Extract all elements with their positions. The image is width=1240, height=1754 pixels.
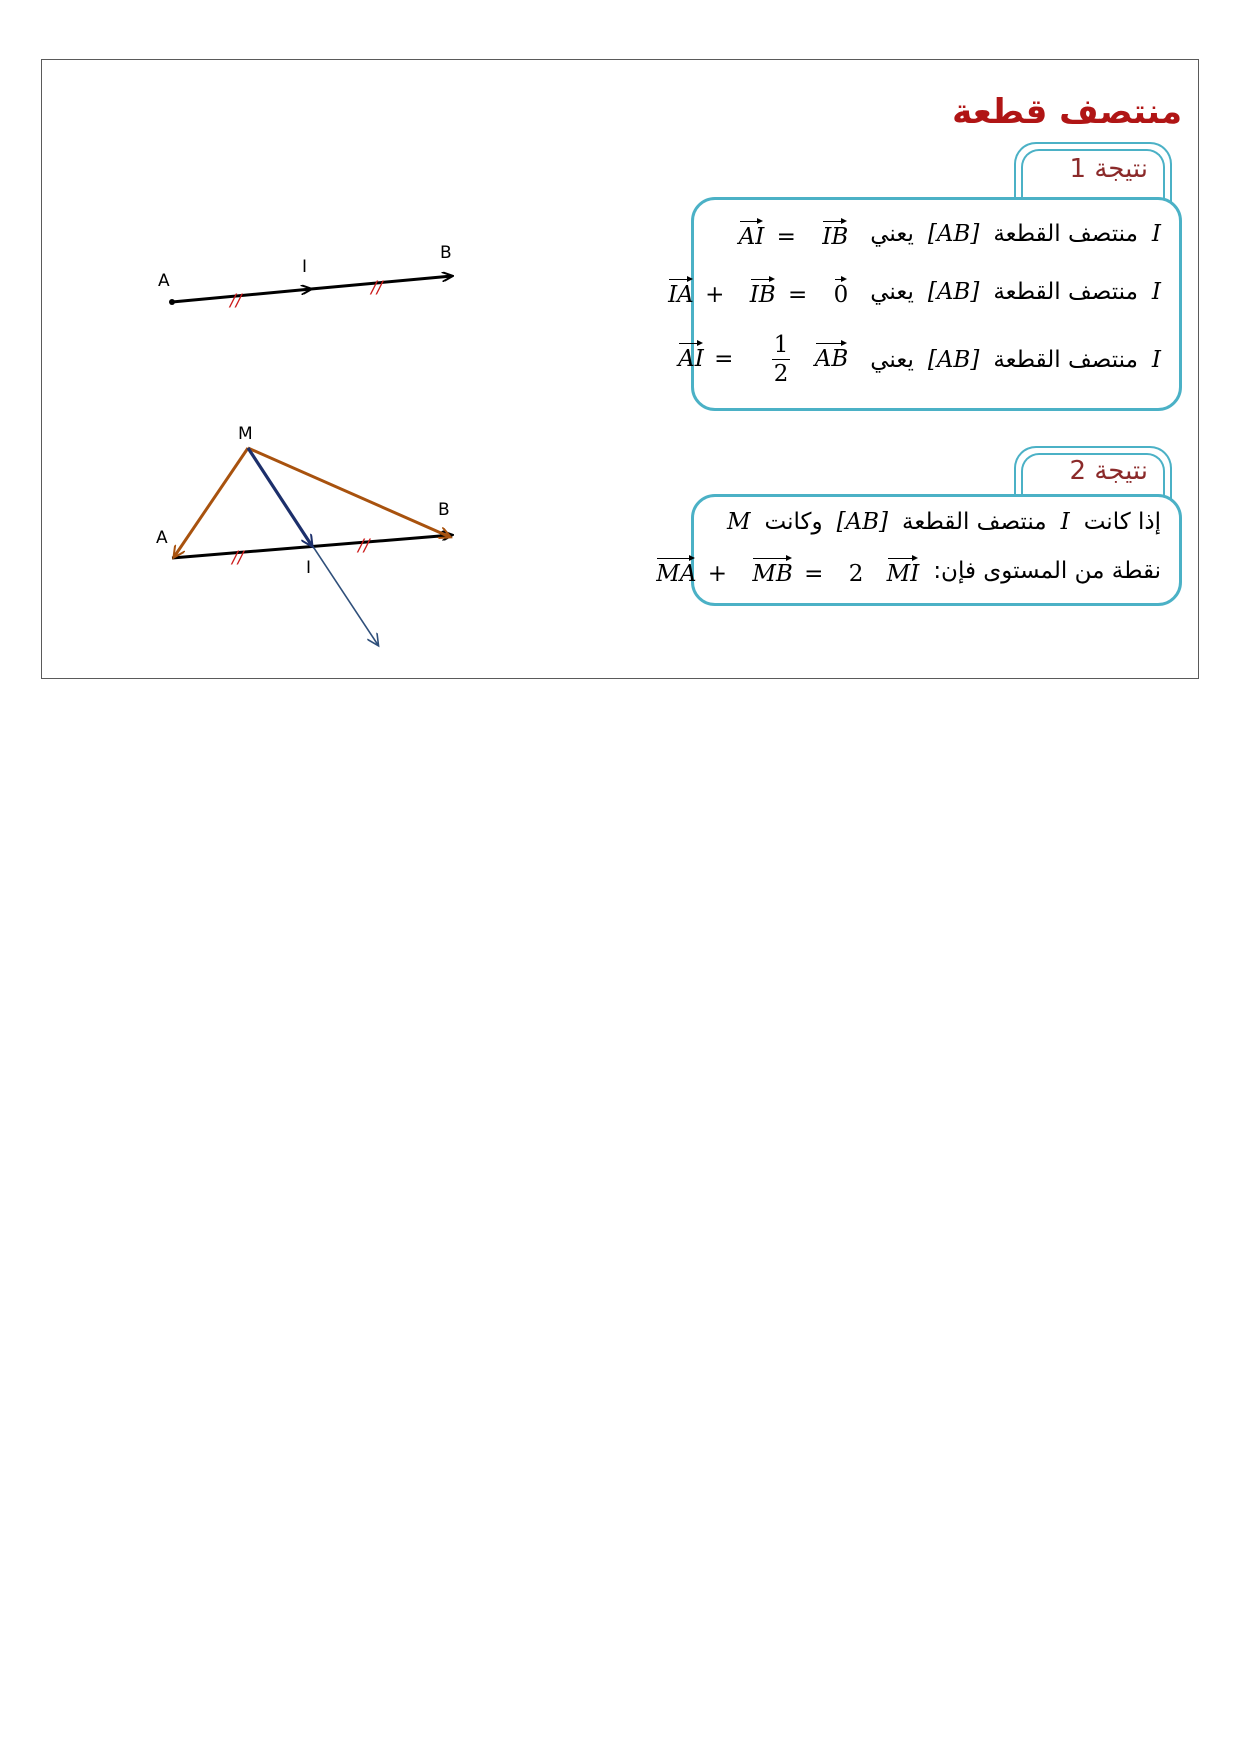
point-label: I: [1151, 347, 1161, 373]
means-text: يعني: [870, 279, 914, 305]
result1-tab: [1014, 142, 1172, 202]
result2-box: [656, 494, 1182, 606]
midpoint-text: منتصف القطعة: [993, 279, 1138, 305]
fraction-denominator: 2: [773, 361, 789, 387]
segment-label: [AB]: [836, 509, 889, 535]
vector-ia: IA: [668, 276, 694, 308]
means-text: يعني: [870, 221, 914, 247]
result2-label: نتيجة 2: [1069, 456, 1148, 486]
label-a: A: [158, 271, 170, 291]
if-text: إذا كانت: [1083, 509, 1161, 535]
coefficient: 2: [848, 561, 864, 587]
zero-vector: 0: [834, 276, 849, 308]
fraction-one-half: [758, 334, 791, 386]
means-text: يعني: [870, 347, 914, 373]
vector-ai: AI: [739, 218, 765, 250]
label-m: M: [238, 424, 253, 444]
tick-mark-right: //: [371, 278, 383, 298]
equals-sign: =: [804, 561, 824, 587]
point-label: I: [1151, 221, 1161, 247]
vector-mb: MB: [752, 555, 792, 587]
label-a: A: [156, 528, 168, 548]
label-b: B: [440, 243, 452, 263]
label-b: B: [438, 500, 450, 520]
segment-label: [AB]: [927, 221, 980, 247]
figure-2-triangle: [140, 415, 480, 655]
vector-ab: AB: [815, 340, 849, 372]
vector-ib: IB: [822, 218, 848, 250]
equals-sign: =: [714, 346, 734, 372]
point-label: I: [1151, 279, 1161, 305]
tick-mark-right: //: [358, 536, 370, 556]
and-text: وكانت: [764, 509, 823, 535]
result1-box: [668, 197, 1182, 411]
equals-sign: =: [776, 224, 796, 250]
midpoint-text: منتصف القطعة: [993, 347, 1138, 373]
vector-ma-arrow: [174, 448, 248, 557]
result2-tab: [1014, 446, 1172, 499]
result1-label: نتيجة 1: [1069, 154, 1148, 184]
page-title: منتصف قطعة: [952, 92, 1182, 132]
fraction-numerator: 1: [773, 332, 789, 358]
formula-1: [725, 218, 849, 250]
label-i: I: [302, 257, 308, 277]
tick-mark-left: //: [230, 291, 242, 311]
midpoint-text: منتصف القطعة: [902, 509, 1047, 535]
label-i: I: [306, 558, 312, 578]
plus-sign: +: [707, 561, 728, 587]
vector-ai: AI: [678, 340, 704, 372]
result1-row-3: [650, 334, 1161, 386]
vector-ai-arrow: [172, 289, 311, 302]
equals-sign: =: [788, 282, 808, 308]
segment-label: [AB]: [927, 279, 980, 305]
vector-mi: MI: [887, 555, 920, 587]
figure-1-segment: [140, 240, 480, 330]
conclusion-text: نقطة من المستوى فإن:: [933, 558, 1161, 584]
vector-ib: IB: [750, 276, 776, 308]
result1-row-1: [711, 218, 1161, 250]
plus-sign: +: [705, 282, 725, 308]
point-label: I: [1060, 509, 1070, 535]
result1-row-2: [640, 276, 1161, 308]
segment-ab: [172, 535, 452, 558]
result2-line-2: [628, 555, 1161, 587]
formula-2: [654, 276, 848, 308]
formula-3: [664, 334, 848, 386]
segment-label: [AB]: [927, 347, 980, 373]
midpoint-text: منتصف القطعة: [993, 221, 1138, 247]
formula-midpoint-sum: [642, 555, 919, 587]
result2-line-1: [713, 509, 1161, 535]
tick-mark-left: //: [232, 548, 244, 568]
point-m-label: M: [726, 509, 751, 535]
vector-ma: MA: [656, 555, 696, 587]
